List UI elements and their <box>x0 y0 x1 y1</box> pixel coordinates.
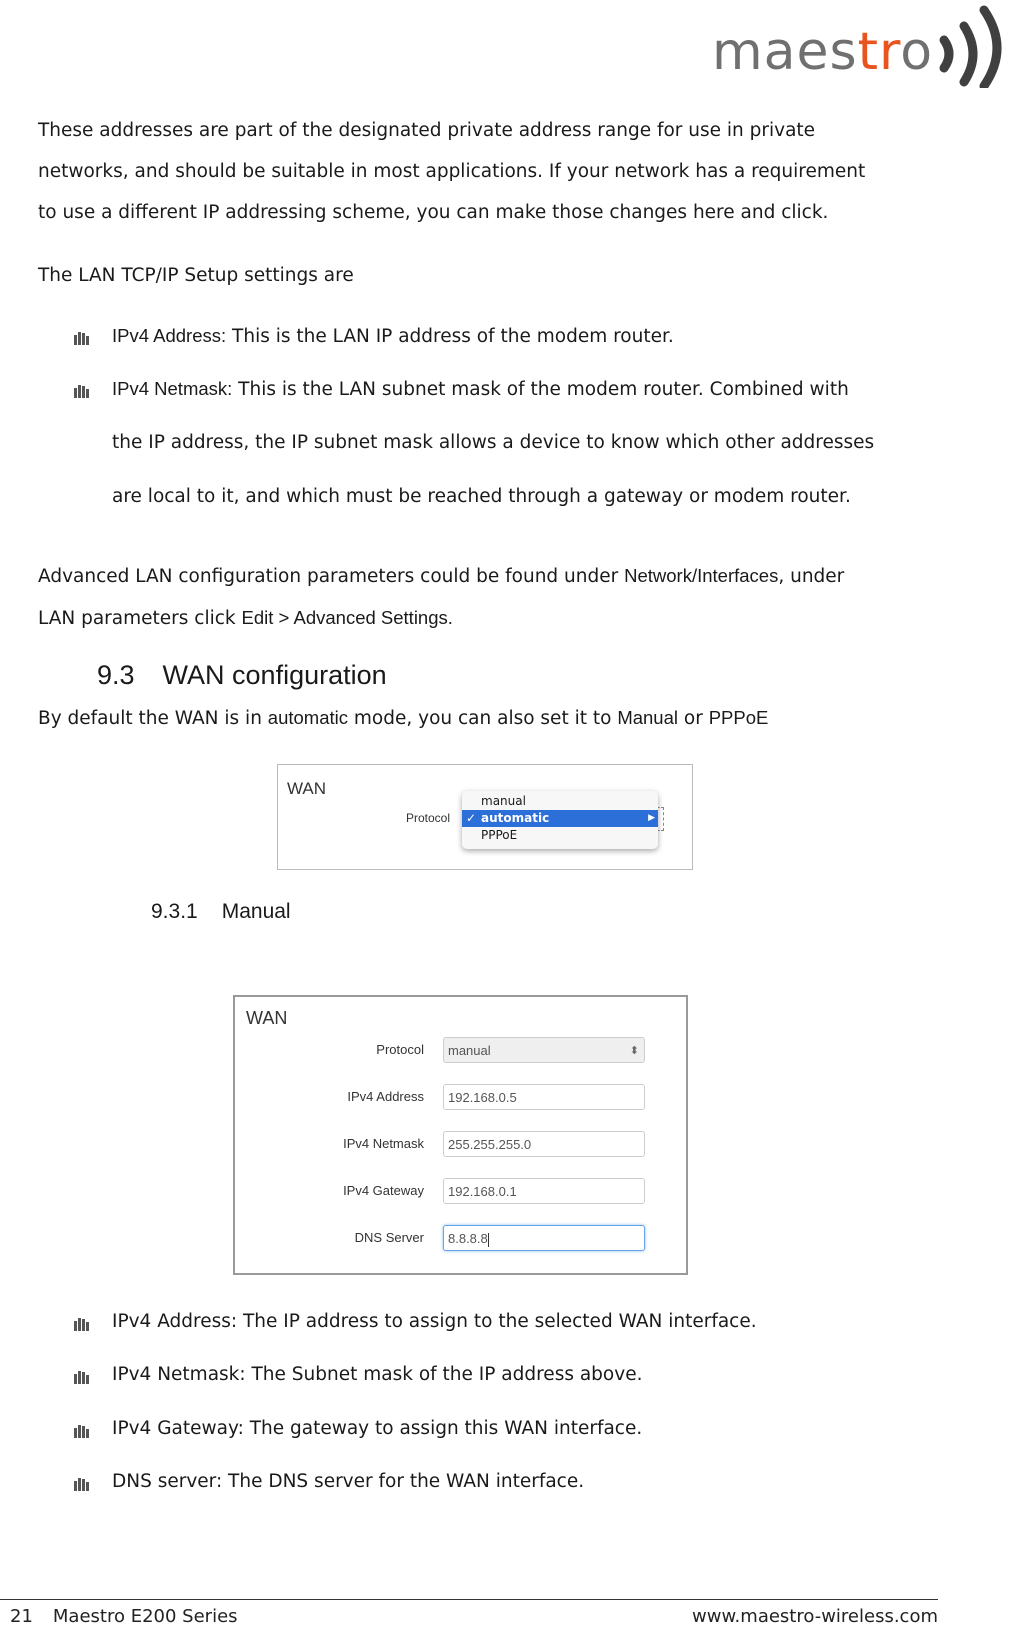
text-cursor <box>488 1233 489 1247</box>
intro-line: These addresses are part of the designated private address range for use in private <box>38 120 816 141</box>
ipv4-gateway-input[interactable]: 192.168.0.1 <box>443 1178 645 1204</box>
bullet-text: DNS server: The DNS server for the WAN interface. <box>112 1471 585 1492</box>
hand-pointer-icon <box>72 329 90 347</box>
section-heading <box>97 660 387 691</box>
bullet-text: IPv4 Gateway: The gateway to assign this WAN interface. <box>112 1418 643 1439</box>
ipv4-address-input[interactable]: 192.168.0.5 <box>443 1084 645 1110</box>
automatic-term: automatic <box>267 707 349 728</box>
intro-paragraph <box>38 110 918 233</box>
footer-left <box>10 1606 238 1627</box>
hand-pointer-icon <box>72 1315 90 1333</box>
protocol-label: Protocol <box>376 1042 424 1057</box>
network-interfaces-term: Network/Interfaces <box>624 565 779 586</box>
logo-wordmark <box>712 22 934 82</box>
wan-text: or <box>678 708 709 729</box>
dropdown-option-pppoe[interactable] <box>462 827 658 844</box>
dns-server-value: 8.8.8.8 <box>448 1231 488 1246</box>
bullet-text: This is the LAN subnet mask of the modem router. Combined with <box>232 379 849 400</box>
dns-server-label: DNS Server <box>354 1230 424 1245</box>
pppoe-term: PPPoE <box>708 707 769 728</box>
hand-pointer-icon <box>72 382 90 400</box>
page-number: 21 <box>10 1606 33 1627</box>
bullet-text: This is the LAN IP address of the modem router. <box>226 326 674 347</box>
bullet-text: IPv4 Address: The IP address to assign to the selected WAN interface. <box>112 1311 757 1332</box>
ipv4-netmask-input[interactable]: 255.255.255.0 <box>443 1131 645 1157</box>
dropdown-option-automatic[interactable] <box>462 810 658 827</box>
bullet-term: IPv4 Address: <box>112 325 227 346</box>
hand-pointer-icon <box>72 1475 90 1493</box>
checkmark-icon: ✓ <box>466 811 477 825</box>
bullet-text: the IP address, the IP subnet mask allows a device to know which other addresses <box>112 432 875 453</box>
hand-pointer-icon <box>72 1368 90 1386</box>
figure-title: WAN <box>246 1008 288 1028</box>
ipv4-netmask-label: IPv4 Netmask <box>343 1136 424 1151</box>
wan-manual-form-figure <box>233 995 688 1275</box>
protocol-value: manual <box>448 1043 491 1058</box>
dns-server-input[interactable] <box>443 1225 645 1251</box>
caret-right-icon: ▶ <box>648 813 655 823</box>
ipv4-gateway-label: IPv4 Gateway <box>343 1183 424 1198</box>
wan-default-paragraph <box>38 697 918 739</box>
advanced-settings-term: Advanced Settings. <box>293 607 453 628</box>
bullet-term: IPv4 Netmask: <box>112 378 233 399</box>
subsection-heading <box>151 900 291 924</box>
figure-title: WAN <box>287 779 327 798</box>
wan-text: By default the WAN is in <box>38 708 268 729</box>
separator: > <box>273 607 294 628</box>
option-label: automatic <box>481 811 550 825</box>
section-title: WAN configuration <box>162 660 387 690</box>
intro-line: to use a different IP addressing scheme, you can make those changes here and click. <box>38 202 829 223</box>
edit-term: Edit <box>241 607 274 628</box>
manual-term: Manual <box>617 707 678 728</box>
wan-protocol-dropdown-figure <box>277 764 693 870</box>
advanced-paragraph <box>38 555 918 639</box>
hand-pointer-icon <box>72 1422 90 1440</box>
footer-divider <box>0 1599 938 1600</box>
logo-accent: tr <box>857 22 901 82</box>
protocol-select[interactable] <box>443 1037 645 1063</box>
bullet-text: IPv4 Netmask: The Subnet mask of the IP address above. <box>112 1364 643 1385</box>
footer-url: www.maestro-wireless.com <box>692 1606 938 1627</box>
bullet-text: are local to it, and which must be reached through a gateway or modem router. <box>112 486 851 507</box>
protocol-dropdown-menu[interactable] <box>462 791 658 849</box>
wan-text: mode, you can also set it to <box>348 708 618 729</box>
advanced-text: , under <box>778 566 845 587</box>
section-number: 9.3 <box>97 660 135 690</box>
logo-suffix: o <box>900 22 934 82</box>
option-label: manual <box>481 794 526 808</box>
product-name: Maestro E200 Series <box>52 1606 238 1627</box>
select-arrows-icon: ⬍ <box>629 1045 639 1057</box>
lan-setup-heading: The LAN TCP/IP Setup settings are <box>38 265 354 286</box>
advanced-text: Advanced LAN configuration parameters could be found under <box>38 566 625 587</box>
logo-prefix: maes <box>712 22 858 82</box>
option-label: PPPoE <box>481 828 518 842</box>
signal-waves-icon <box>936 2 1012 88</box>
intro-line: networks, and should be suitable in most applications. If your network has a requirement <box>38 161 866 182</box>
advanced-line <box>38 597 918 639</box>
subsection-title: Manual <box>221 900 291 923</box>
subsection-number: 9.3.1 <box>151 900 198 923</box>
advanced-text: LAN parameters click <box>38 608 242 629</box>
dropdown-option-manual[interactable] <box>462 793 658 810</box>
protocol-label: Protocol <box>406 811 451 825</box>
advanced-line <box>38 555 918 597</box>
ipv4-address-label: IPv4 Address <box>347 1089 424 1104</box>
